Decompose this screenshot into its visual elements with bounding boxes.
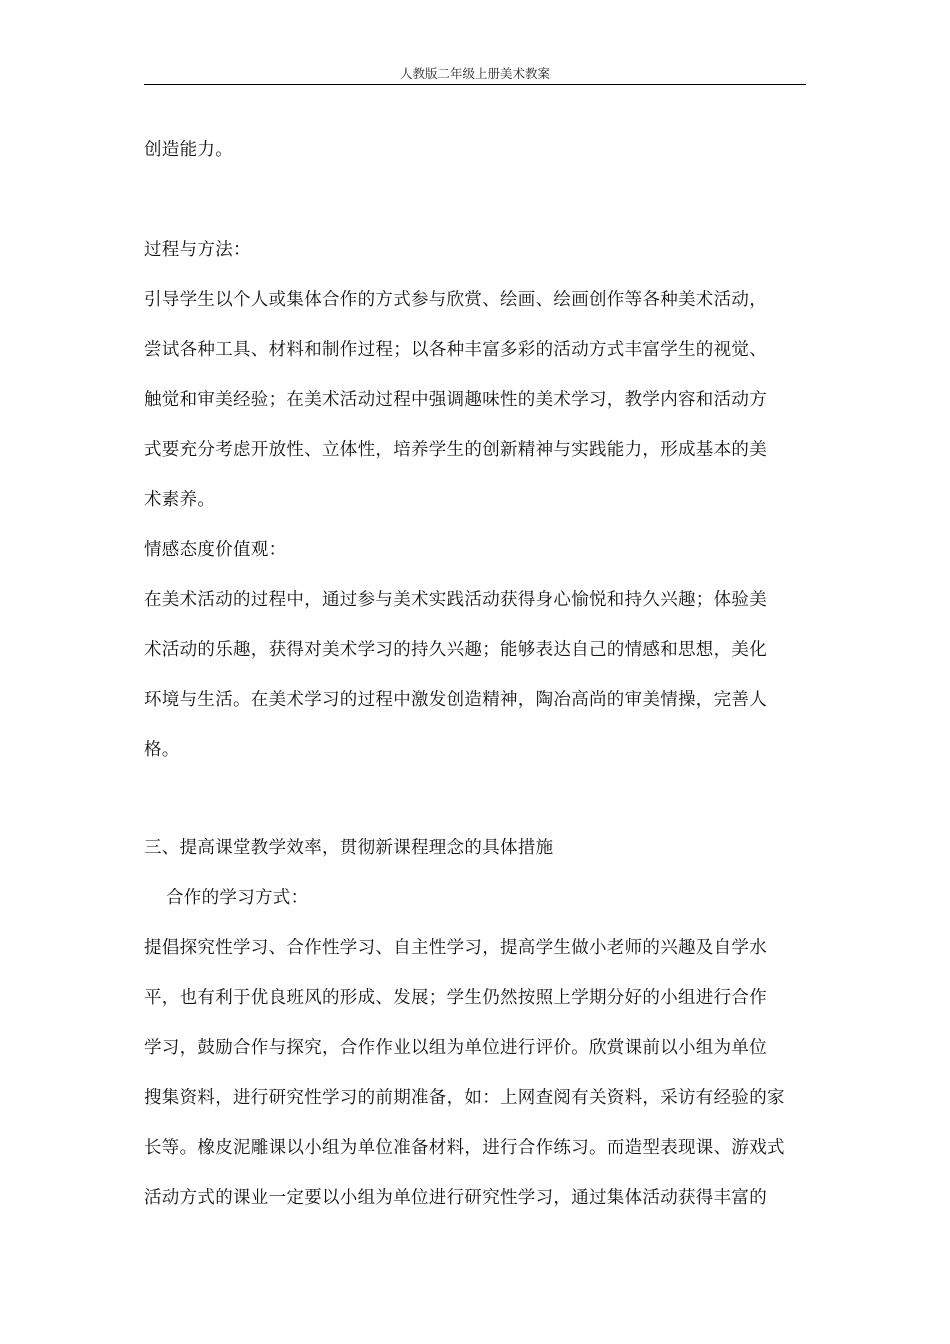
subsection-heading: 合作的学习方式： [166,888,309,908]
text-line: 触觉和审美经验；在美术活动过程中强调趣味性的美术学习，教学内容和活动方 [144,390,767,410]
section-heading: 三、提高课堂教学效率，贯彻新课程理念的具体措施 [144,838,554,858]
text-line: 环境与生活。在美术学习的过程中激发创造精神，陶冶高尚的审美情操，完善人 [144,690,767,710]
page-header: 人教版二年级上册美术教案 [144,66,806,85]
text-line: 长等。橡皮泥雕课以小组为单位准备材料，进行合作练习。而造型表现课、游戏式 [144,1138,785,1158]
text-line: 活动方式的课业一定要以小组为单位进行研究性学习，通过集体活动获得丰富的 [144,1188,767,1208]
text-line: 格。 [144,740,180,760]
text-line: 引导学生以个人或集体合作的方式参与欣赏、绘画、绘画创作等各种美术活动， [144,290,767,310]
text-line: 平，也有利于优良班风的形成、发展；学生仍然按照上学期分好的小组进行合作 [144,988,767,1008]
text-line: 提倡探究性学习、合作性学习、自主性学习，提高学生做小老师的兴趣及自学水 [144,938,767,958]
text-line: 搜集资料，进行研究性学习的前期准备，如：上网查阅有关资料，采访有经验的家 [144,1088,785,1108]
text-line: 学习，鼓励合作与探究，合作作业以组为单位进行评价。欣赏课前以小组为单位 [144,1038,767,1058]
section-heading: 过程与方法： [144,240,251,260]
text-line: 术活动的乐趣，获得对美术学习的持久兴趣；能够表达自己的情感和思想，美化 [144,640,767,660]
text-line: 式要充分考虑开放性、立体性，培养学生的创新精神与实践能力，形成基本的美 [144,440,767,460]
text-line: 尝试各种工具、材料和制作过程；以各种丰富多彩的活动方式丰富学生的视觉、 [144,340,767,360]
section-heading: 情感态度价值观： [144,540,287,560]
text-line: 术素养。 [144,490,216,510]
text-line: 在美术活动的过程中，通过参与美术实践活动获得身心愉悦和持久兴趣；体验美 [144,590,767,610]
text-line: 创造能力。 [144,140,233,160]
